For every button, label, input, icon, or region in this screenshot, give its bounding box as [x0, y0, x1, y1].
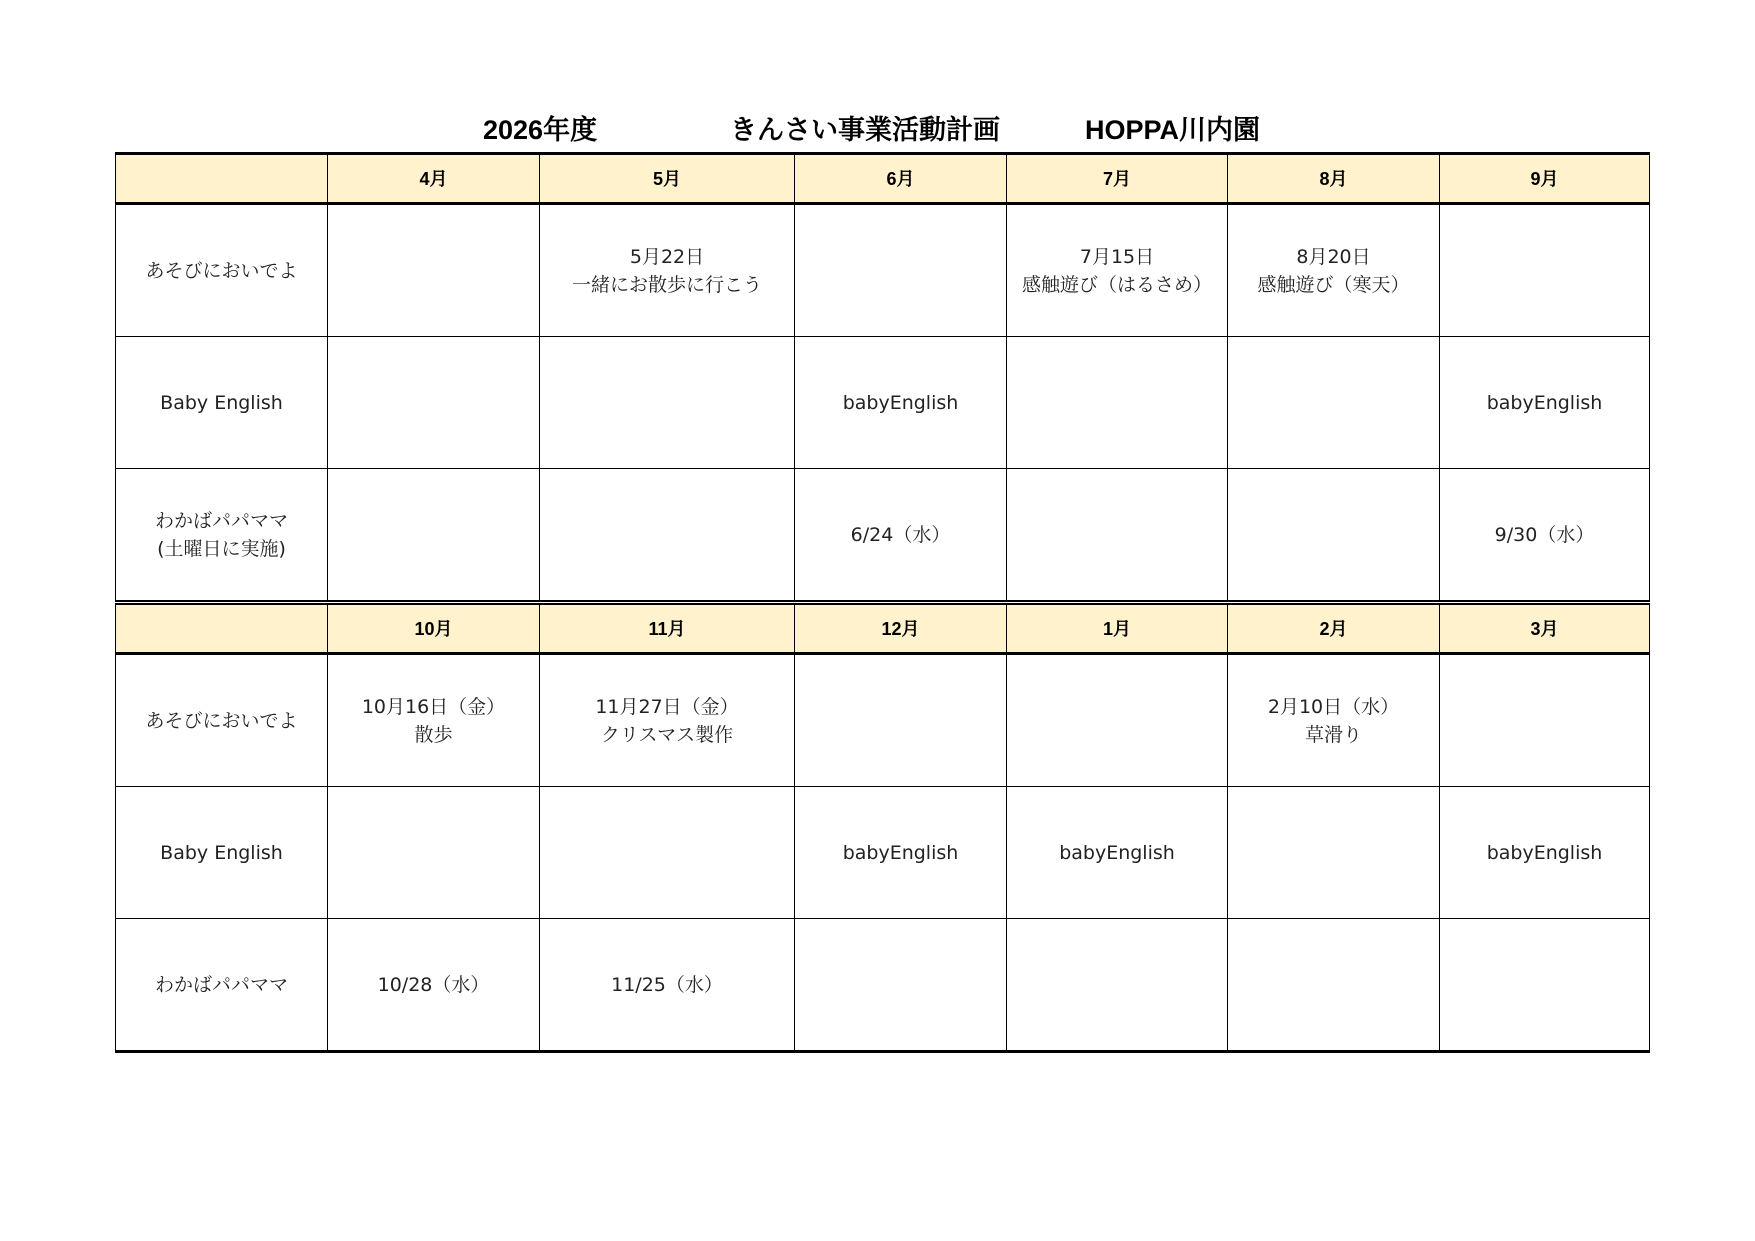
schedule-cell	[1440, 787, 1650, 919]
cell-text-line: 8月20日	[1296, 245, 1371, 268]
activity-label-cell	[116, 204, 328, 337]
activity-row	[116, 469, 1650, 603]
schedule-cell	[1228, 919, 1440, 1052]
activity-label-cell	[116, 654, 328, 787]
month-header-row	[116, 603, 1650, 654]
cell-text-line: 7月15日	[1079, 245, 1155, 268]
cell-text-line: 感触遊び（はるさめ）	[1021, 273, 1212, 296]
month-header-cell: 9月	[1440, 154, 1650, 204]
schedule-cell	[328, 919, 540, 1052]
month-header-cell: 6月	[795, 154, 1007, 204]
title-year: 2026年度	[483, 115, 598, 145]
schedule-cell	[795, 204, 1007, 337]
cell-text-line: 草滑り	[1304, 723, 1362, 746]
title-name: きんさい事業活動計画	[730, 115, 1000, 145]
schedule-cell	[328, 469, 540, 603]
schedule-cell	[795, 469, 1007, 603]
cell-text-line: babyEnglish	[1486, 841, 1603, 864]
activity-row	[116, 654, 1650, 787]
month-header-cell: 7月	[1007, 154, 1228, 204]
cell-text-line: babyEnglish	[842, 391, 959, 414]
cell-text-line: 10月16日（金）	[361, 695, 506, 718]
activity-row	[116, 204, 1650, 337]
cell-text-line: babyEnglish	[1059, 841, 1175, 864]
month-header-cell: 12月	[795, 603, 1007, 654]
schedule-cell	[540, 654, 795, 787]
schedule-cell	[1440, 469, 1650, 603]
activity-label-cell	[116, 787, 328, 919]
schedule-cell	[328, 787, 540, 919]
activity-row	[116, 919, 1650, 1052]
cell-text-line: 11/25（水）	[611, 973, 723, 996]
activity-plan-table	[115, 152, 1650, 1053]
month-header-cell: 8月	[1228, 154, 1440, 204]
title-facility: HOPPA川内園	[1085, 115, 1261, 145]
schedule-cell	[795, 919, 1007, 1052]
cell-text-line: 9/30（水）	[1494, 523, 1595, 546]
schedule-cell	[1007, 469, 1228, 603]
cell-text-line: あそびにおいでよ	[145, 709, 298, 732]
cell-text-line: 2月10日（水）	[1267, 695, 1400, 718]
schedule-cell	[795, 787, 1007, 919]
schedule-cell	[1007, 337, 1228, 469]
schedule-cell	[1228, 469, 1440, 603]
schedule-cell	[540, 919, 795, 1052]
cell-text-line: (土曜日に実施)	[157, 537, 286, 560]
cell-text-line: Baby English	[160, 841, 283, 864]
schedule-cell	[1228, 654, 1440, 787]
schedule-cell	[1440, 337, 1650, 469]
schedule-cell	[1228, 204, 1440, 337]
month-header-cell: 1月	[1007, 603, 1228, 654]
cell-text-line: 6/24（水）	[850, 523, 951, 546]
activity-label-cell	[116, 919, 328, 1052]
activity-row	[116, 787, 1650, 919]
schedule-cell	[540, 469, 795, 603]
cell-text-line: Baby English	[160, 391, 283, 414]
schedule-cell	[795, 337, 1007, 469]
month-header-cell: 5月	[540, 154, 795, 204]
month-header-cell: 2月	[1228, 603, 1440, 654]
activity-row	[116, 337, 1650, 469]
cell-text-line: babyEnglish	[842, 841, 959, 864]
cell-text-line: 5月22日	[629, 245, 705, 268]
month-header-cell: 4月	[328, 154, 540, 204]
header-corner-cell	[116, 154, 328, 204]
activity-label-cell	[116, 337, 328, 469]
schedule-cell	[1007, 787, 1228, 919]
schedule-cell	[1440, 654, 1650, 787]
schedule-cell	[540, 337, 795, 469]
schedule-cell	[328, 654, 540, 787]
month-header-cell: 3月	[1440, 603, 1650, 654]
cell-text-line: あそびにおいでよ	[145, 259, 298, 282]
schedule-cell	[328, 204, 540, 337]
schedule-cell	[795, 654, 1007, 787]
schedule-cell	[1007, 204, 1228, 337]
activity-label-cell	[116, 469, 328, 603]
cell-text-line: babyEnglish	[1486, 391, 1603, 414]
schedule-cell	[540, 204, 795, 337]
header-corner-cell	[116, 603, 328, 654]
schedule-cell	[1228, 787, 1440, 919]
schedule-cell	[540, 787, 795, 919]
schedule-cell	[1440, 204, 1650, 337]
cell-text-line: 一緒にお散歩に行こう	[571, 273, 762, 296]
cell-text-line: わかばパパママ	[154, 509, 288, 532]
cell-text-line: わかばパパママ	[154, 973, 288, 996]
cell-text-line: 11月27日（金）	[595, 695, 739, 718]
schedule-cell	[1007, 919, 1228, 1052]
cell-text-line: 感触遊び（寒天）	[1257, 273, 1410, 296]
schedule-cell	[328, 337, 540, 469]
schedule-cell	[1440, 919, 1650, 1052]
document-title	[115, 108, 1649, 148]
month-header-cell: 11月	[540, 603, 795, 654]
month-header-cell: 10月	[328, 603, 540, 654]
month-header-row	[116, 154, 1650, 204]
cell-text-line: 10/28（水）	[377, 973, 490, 996]
cell-text-line: 散歩	[414, 723, 453, 746]
cell-text-line: クリスマス製作	[600, 723, 734, 746]
schedule-cell	[1007, 654, 1228, 787]
schedule-cell	[1228, 337, 1440, 469]
